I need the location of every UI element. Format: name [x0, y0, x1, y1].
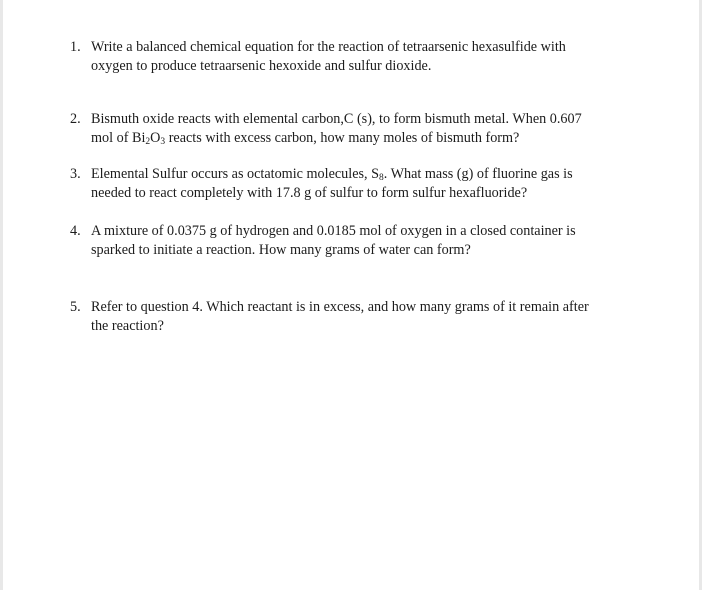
question-3-text — [91, 165, 670, 203]
question-2-number: 2. — [70, 111, 81, 127]
question-5-line-2: the reaction? — [91, 318, 164, 334]
question-2-line-2-mid: O — [150, 130, 161, 146]
question-1 — [70, 38, 670, 76]
question-1-line-1: Write a balanced chemical equation for the reaction of tetraarsenic hexasulfide with — [91, 39, 566, 55]
question-3 — [70, 165, 670, 203]
s8-subscript: 8 — [379, 173, 384, 183]
question-1-line-2: oxygen to produce tetraarsenic hexoxide and sulfur dioxide. — [91, 58, 432, 74]
question-4-line-1: A mixture of 0.0375 g of hydrogen and 0.0185 mol of oxygen in a closed container is — [91, 223, 576, 239]
question-5-number: 5. — [70, 299, 81, 315]
question-3-line-1-post: . What mass (g) of fluorine gas is — [383, 166, 573, 182]
question-3-line-1-pre: Elemental Sulfur occurs as octatomic molecules, S — [91, 166, 380, 182]
question-4-line-2: sparked to initiate a reaction. How many grams of water can form? — [91, 242, 471, 258]
question-4-number: 4. — [70, 223, 81, 239]
question-2-line-2-post: reacts with excess carbon, how many moles of bismuth form? — [165, 130, 520, 146]
question-2-text — [91, 110, 670, 148]
question-3-number: 3. — [70, 166, 81, 182]
question-2 — [70, 110, 670, 148]
question-2-line-2 — [91, 129, 670, 148]
bi2o3-subscript-3: 3 — [160, 137, 166, 147]
question-4 — [70, 222, 670, 260]
question-3-line-2: needed to react completely with 17.8 g of sulfur to form sulfur hexafluoride? — [91, 185, 528, 201]
bi2o3-subscript-2: 2 — [145, 137, 151, 147]
question-5-text — [91, 298, 670, 336]
question-1-number: 1. — [70, 39, 81, 55]
question-4-text — [91, 222, 670, 260]
question-5 — [70, 298, 670, 336]
question-3-line-1 — [91, 165, 670, 184]
question-1-text — [91, 38, 670, 76]
question-2-line-1: Bismuth oxide reacts with elemental carbon,C (s), to form bismuth metal. When 0.607 — [91, 111, 582, 127]
question-5-line-1: Refer to question 4. Which reactant is in excess, and how many grams of it remain after — [91, 299, 589, 315]
page-edge-left — [0, 0, 3, 590]
question-2-line-2-pre: mol of Bi — [91, 130, 146, 146]
